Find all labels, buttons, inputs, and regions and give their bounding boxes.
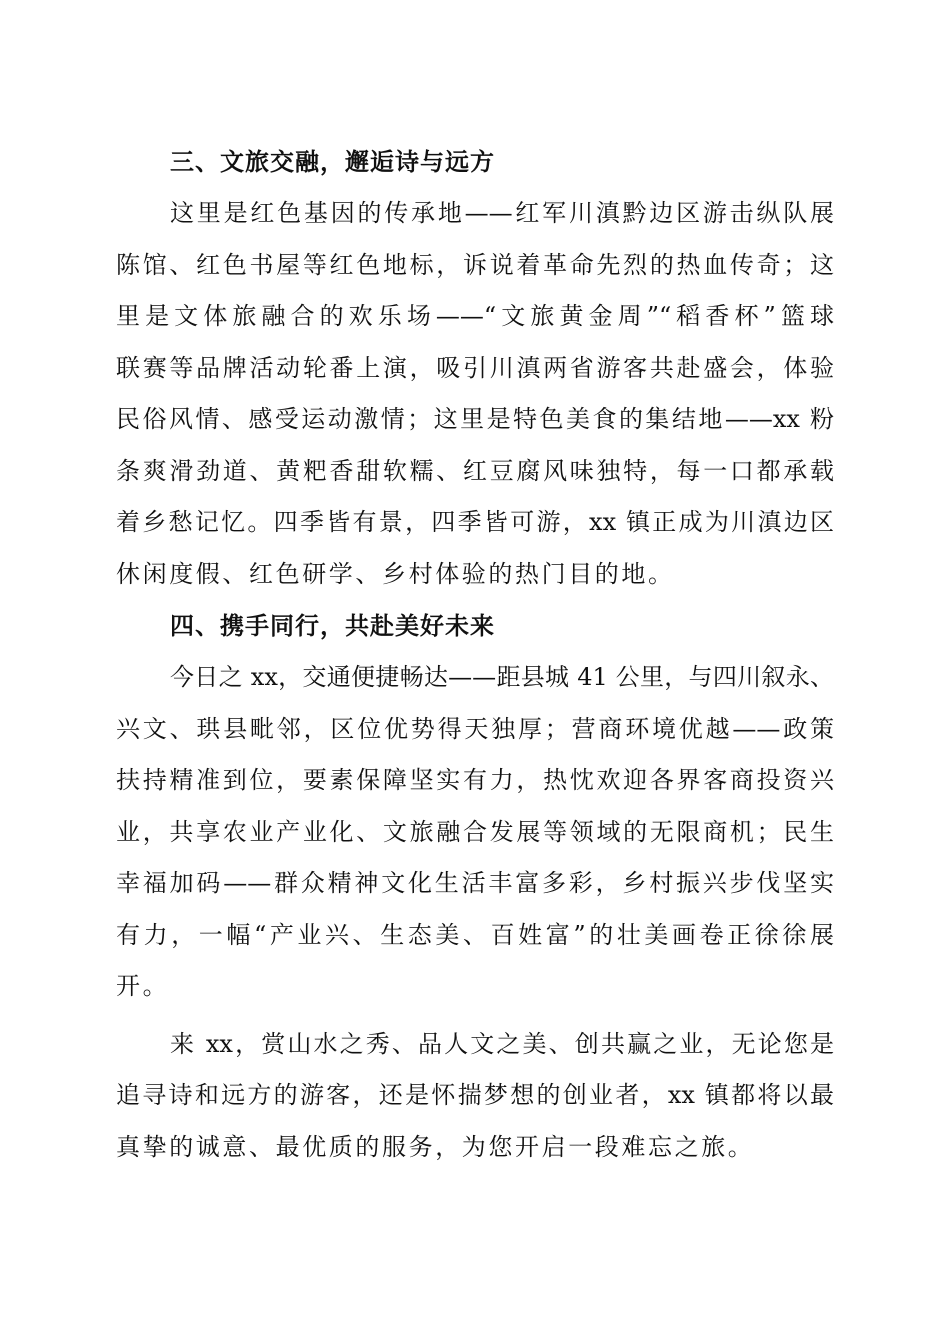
section-heading-4: 四、携手同行，共赴美好未来 bbox=[170, 612, 495, 640]
text-line: 扶持精准到位，要素保障坚实有力，热忱欢迎各界客商投资兴 bbox=[116, 766, 834, 794]
document-body bbox=[116, 136, 834, 1173]
text-line: 开。 bbox=[116, 972, 170, 1000]
text-line: 休闲度假、红色研学、乡村体验的热门目的地。 bbox=[116, 559, 675, 588]
text-line: 民俗风情、感受运动激情；这里是特色美食的集结地——xx 粉 bbox=[116, 405, 834, 433]
paragraph-invitation bbox=[116, 1019, 834, 1174]
text-line: 条爽滑劲道、黄粑香甜软糯、红豆腐风味独特，每一口都承载 bbox=[116, 456, 834, 485]
text-line: 幸福加码——群众精神文化生活丰富多彩，乡村振兴步伐坚实 bbox=[116, 869, 834, 897]
text-line: 兴文、珙县毗邻，区位优势得天独厚；营商环境优越——政策 bbox=[116, 714, 834, 743]
text-line: 联赛等品牌活动轮番上演，吸引川滇两省游客共赴盛会，体验 bbox=[116, 353, 834, 382]
text-line: 有力，一幅“产业兴、生态美、百姓富”的壮美画卷正徐徐展 bbox=[116, 920, 834, 949]
paragraph-future bbox=[116, 652, 834, 1013]
text-line: 追寻诗和远方的游客，还是怀揣梦想的创业者，xx 镇都将以最 bbox=[116, 1081, 834, 1109]
text-line: 陈馆、红色书屋等红色地标，诉说着革命先烈的热血传奇；这 bbox=[116, 250, 834, 279]
text-line: 真挚的诚意、最优质的服务，为您开启一段难忘之旅。 bbox=[116, 1132, 755, 1161]
text-line: 里是文体旅融合的欢乐场——“文旅黄金周”“稻香杯”篮球 bbox=[116, 302, 834, 330]
text-line: 这里是红色基因的传承地——红军川滇黔边区游击纵队展 bbox=[170, 199, 834, 227]
text-line: 着乡愁记忆。四季皆有景，四季皆可游，xx 镇正成为川滇边区 bbox=[116, 508, 834, 536]
text-line: 业，共享农业产业化、文旅融合发展等领域的无限商机；民生 bbox=[116, 817, 834, 846]
section-heading-3: 三、文旅交融，邂逅诗与远方 bbox=[170, 148, 495, 176]
text-line: 今日之 xx，交通便捷畅达——距县城 41 公里，与四川叙永、 bbox=[170, 663, 834, 691]
paragraph-red-culture bbox=[116, 188, 834, 600]
text-line: 来 xx，赏山水之秀、品人文之美、创共赢之业，无论您是 bbox=[170, 1029, 834, 1058]
